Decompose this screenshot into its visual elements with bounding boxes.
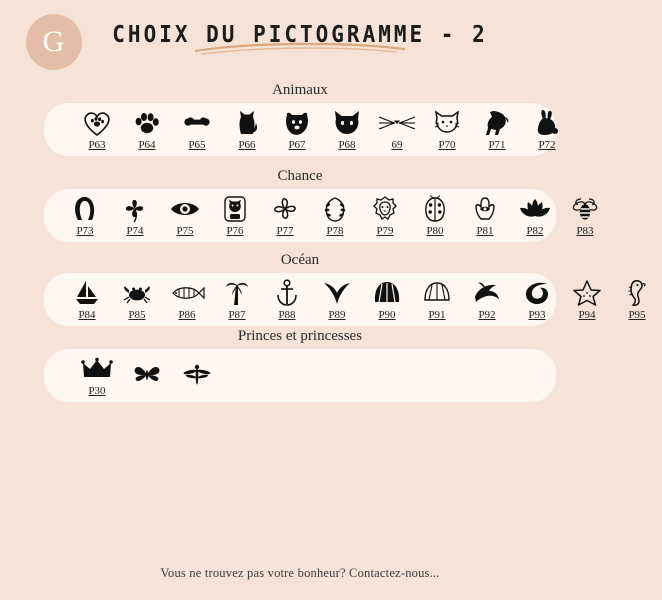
pug-dog-face-icon xyxy=(283,108,311,138)
pictogram-item[interactable] xyxy=(110,194,160,237)
crown-icon xyxy=(81,354,113,384)
pictogram-item[interactable] xyxy=(310,194,360,237)
pictogram-item[interactable] xyxy=(72,108,122,151)
pictogram-code: P66 xyxy=(238,138,256,151)
evil-eye-icon xyxy=(169,194,201,224)
sailboat-icon xyxy=(74,278,100,308)
pictogram-item[interactable] xyxy=(62,278,112,321)
section-pill-ocean xyxy=(44,273,646,326)
palm-tree-icon xyxy=(224,278,250,308)
starfish-icon xyxy=(573,278,601,308)
section-pill-animaux xyxy=(44,103,556,156)
dog-bone-icon xyxy=(181,108,213,138)
pictogram-item[interactable] xyxy=(160,194,210,237)
pictogram-item[interactable] xyxy=(362,278,412,321)
pictogram-code: P74 xyxy=(126,224,144,237)
pictogram-item[interactable] xyxy=(72,354,122,397)
clam-shell-icon xyxy=(423,278,451,308)
pictogram-code: P93 xyxy=(528,308,546,321)
whale-tail-icon xyxy=(322,278,352,308)
pictogram-code: P81 xyxy=(476,224,494,237)
pictogram-item[interactable] xyxy=(312,278,362,321)
pictogram-item[interactable] xyxy=(462,278,512,321)
page-title: CHOIX DU PICTOGRAMME - 2 xyxy=(112,20,488,48)
pictogram-item[interactable] xyxy=(122,360,172,391)
pictogram-code: 69 xyxy=(391,138,403,151)
pictogram-code: P86 xyxy=(178,308,196,321)
brand-logo-letter: G xyxy=(42,25,66,58)
pictogram-code: P70 xyxy=(438,138,456,151)
section-pill-chance xyxy=(44,189,594,242)
horse-icon xyxy=(483,108,511,138)
pictogram-item[interactable] xyxy=(272,108,322,151)
anchor-icon xyxy=(275,278,299,308)
section-ocean xyxy=(44,252,646,326)
pictogram-code: P63 xyxy=(88,138,106,151)
pictogram-code: P91 xyxy=(428,308,446,321)
pictogram-code: P64 xyxy=(138,138,156,151)
scallop-shell-icon xyxy=(373,278,401,308)
pictogram-item[interactable] xyxy=(122,108,172,151)
pictogram-item[interactable] xyxy=(612,278,662,321)
dolphin-icon xyxy=(472,278,502,308)
section-label-chance: Chance xyxy=(277,168,323,184)
seahorse-icon xyxy=(626,278,648,308)
dragonfly-icon xyxy=(182,360,212,390)
bee-icon xyxy=(571,194,599,224)
pictogram-item[interactable] xyxy=(472,108,522,151)
pictogram-item[interactable] xyxy=(422,108,472,151)
pictogram-code: P68 xyxy=(338,138,356,151)
pictogram-item[interactable] xyxy=(60,194,110,237)
section-label-animaux: Animaux xyxy=(272,82,328,98)
pictogram-item[interactable] xyxy=(412,278,462,321)
pictogram-item[interactable] xyxy=(360,194,410,237)
pictogram-code: P67 xyxy=(288,138,306,151)
pictogram-code: P82 xyxy=(526,224,544,237)
crab-icon xyxy=(122,278,152,308)
ladybug-icon xyxy=(423,194,447,224)
pictogram-code: P84 xyxy=(78,308,96,321)
clover-outline-icon xyxy=(271,194,299,224)
pictogram-item[interactable] xyxy=(260,194,310,237)
pictogram-code: P76 xyxy=(226,224,244,237)
title-underline-decoration xyxy=(190,40,410,56)
pictogram-code: P75 xyxy=(176,224,194,237)
pictogram-item[interactable] xyxy=(410,194,460,237)
section-chance xyxy=(44,168,594,242)
pictogram-item[interactable] xyxy=(560,194,610,237)
pictogram-code: P89 xyxy=(328,308,346,321)
rabbit-icon xyxy=(534,108,560,138)
pictogram-item[interactable] xyxy=(372,108,422,151)
pictogram-code: P77 xyxy=(276,224,294,237)
pictogram-item[interactable] xyxy=(210,194,260,237)
pictogram-code: P80 xyxy=(426,224,444,237)
pictogram-item[interactable] xyxy=(212,278,262,321)
horseshoe-icon xyxy=(72,194,98,224)
pictogram-code: P88 xyxy=(278,308,296,321)
pictogram-code: P30 xyxy=(88,384,106,397)
maneki-neko-icon xyxy=(222,194,248,224)
paw-print-icon xyxy=(133,108,161,138)
pictogram-code: P71 xyxy=(488,138,506,151)
heart-paw-icon xyxy=(82,108,112,138)
pictogram-code: P83 xyxy=(576,224,594,237)
butterfly-icon xyxy=(132,360,162,390)
pictogram-code: P90 xyxy=(378,308,396,321)
fish-skeleton-icon xyxy=(169,278,205,308)
pictogram-code: P73 xyxy=(76,224,94,237)
pictogram-item[interactable] xyxy=(112,278,162,321)
section-princes-princesses xyxy=(44,328,556,402)
pictogram-code: P95 xyxy=(628,308,646,321)
hamsa-hand-icon xyxy=(472,194,498,224)
pictogram-item[interactable] xyxy=(562,278,612,321)
footer-text: Vous ne trouvez pas votre bonheur? Contactez-nous... xyxy=(160,566,440,580)
four-leaf-clover-icon xyxy=(121,194,149,224)
pictogram-code: P72 xyxy=(538,138,556,151)
pictogram-code: P87 xyxy=(228,308,246,321)
pictogram-code: P65 xyxy=(188,138,206,151)
pictogram-item[interactable] xyxy=(510,194,560,237)
wave-icon xyxy=(523,278,551,308)
pictogram-item[interactable] xyxy=(460,194,510,237)
laurel-wreath-icon xyxy=(321,194,349,224)
pictogram-item[interactable] xyxy=(172,360,222,391)
pictogram-item[interactable] xyxy=(172,108,222,151)
pictogram-item[interactable] xyxy=(512,278,562,321)
section-label-ocean: Océan xyxy=(280,252,320,268)
lotus-flower-icon xyxy=(518,194,552,224)
pictogram-item[interactable] xyxy=(262,278,312,321)
pictogram-item[interactable] xyxy=(522,108,572,151)
pictogram-code: P94 xyxy=(578,308,596,321)
pictogram-item[interactable] xyxy=(222,108,272,151)
pictogram-code: P85 xyxy=(128,308,146,321)
cat-face-icon xyxy=(332,108,362,138)
section-animaux xyxy=(44,82,556,156)
section-pill-princes-princesses xyxy=(44,349,556,402)
pictogram-code: P79 xyxy=(376,224,394,237)
cat-head-outline-icon xyxy=(433,108,461,138)
whiskers-icon xyxy=(377,108,417,138)
section-label-princes-princesses: Princes et princesses xyxy=(237,328,363,344)
pictogram-code: P78 xyxy=(326,224,344,237)
pictogram-item[interactable] xyxy=(162,278,212,321)
pictogram-item[interactable] xyxy=(322,108,372,151)
sitting-cat-icon xyxy=(235,108,259,138)
pictogram-code: P92 xyxy=(478,308,496,321)
lion-head-icon xyxy=(371,194,399,224)
